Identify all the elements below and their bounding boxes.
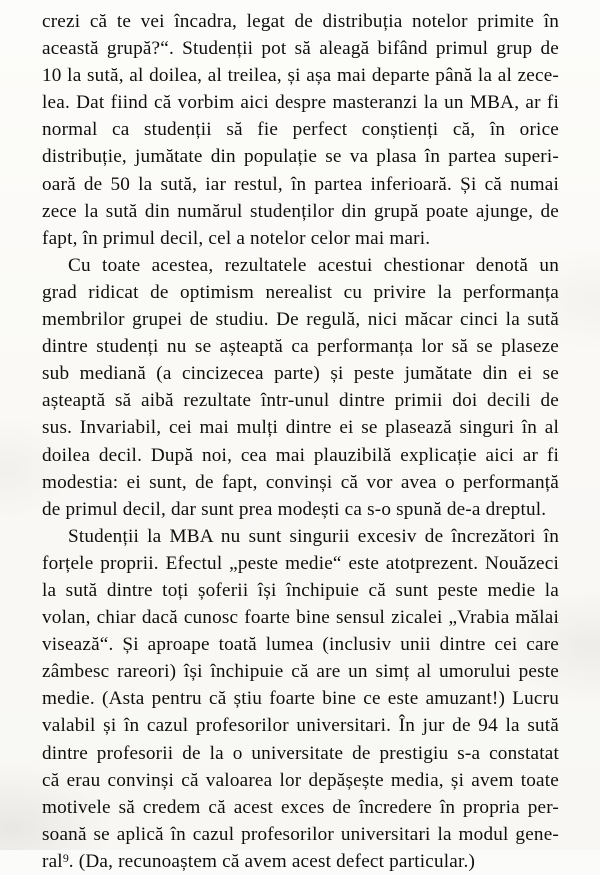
text-line: valabil și în cazul profesorilor universitari. În jur de 94 la sută	[42, 715, 559, 737]
text-line: că erau convinși că valoarea lor depășește media, și avem toate	[42, 769, 559, 791]
text-line: modestia: ei sunt, de fapt, convinși că vor avea o performanță	[42, 471, 559, 493]
text-line: distribuție, jumătate din populație se va plasa în partea superi-	[42, 146, 559, 168]
text-line: de primul decil, dar sunt prea modești ca s-o spună de-a dreptul.	[42, 498, 547, 520]
text-line: Studenții la MBA nu sunt singurii excesiv de încrezători în	[68, 525, 559, 547]
footnote-marker[interactable]: 9	[62, 850, 69, 865]
text-line: așteaptă să aibă rezultate într-unul dintre primii doi decili de	[42, 390, 559, 412]
page-text-body	[42, 8, 559, 875]
text-line: forțele proprii. Efectul „peste medie“ este atotprezent. Nouăzeci	[42, 552, 559, 574]
paragraph-2	[42, 252, 559, 523]
text-line: medie. (Asta pentru că știu foarte bine ce este amuzant!) Lucru	[42, 688, 559, 710]
text-line: fapt, în primul decil, cel a notelor celor mai mari.	[42, 227, 431, 249]
text-line-with-footnote	[42, 848, 559, 875]
text-line: dintre profesorii de la o universitate de prestigiu s-a constatat	[42, 742, 559, 764]
text-line: la sută dintre toți șoferii își închipuie că sunt peste medie la	[42, 579, 559, 601]
text-line: această grupă?“. Studenții pot să aleagă bifând primul grup de	[42, 38, 559, 60]
text-line: dintre studenți nu se așteaptă ca performanța lor să se plaseze	[42, 336, 559, 358]
text-line: crezi că te vei încadra, legat de distribuția notelor primite în	[42, 11, 559, 32]
text-line: zece la sută din numărul studenților din grupă poate ajunge, de	[42, 200, 559, 222]
text-line: Cu toate acestea, rezultatele acestui chestionar denotă un	[68, 254, 559, 276]
text-line: sus. Invariabil, cei mai mulți dintre ei se plasează singuri în al	[42, 417, 559, 439]
text-line: normal ca studenții să fie perfect conștienți că, în orice	[42, 119, 559, 141]
text-line: sub mediană (a cincizecea parte) și peste jumătate din ei se	[42, 363, 559, 385]
text-line: soană se aplică în cazul profesorilor universitari la modul gene-	[42, 823, 559, 845]
text-line: 10 la sută, al doilea, al treilea, și așa mai departe până la al zece-	[42, 65, 559, 87]
text-line: volan, chiar dacă cunosc foarte bine sensul zicalei „Vrabia mălai	[42, 607, 559, 629]
text-line: lea. Dat fiind că vorbim aici despre masteranzi la un MBA, ar fi	[42, 92, 559, 114]
text-line: doilea decil. După noi, cea mai plauzibilă explicație aici ar fi	[42, 444, 559, 466]
text-line: zâmbesc rareori) își închipuie că are un simț al umorului peste	[42, 661, 559, 683]
paragraph-1	[42, 8, 559, 252]
text-line: membrilor grupei de studiu. De regulă, nici măcar cinci la sută	[42, 309, 559, 331]
text-line: oară de 50 la sută, iar restul, în partea inferioară. Și că numai	[42, 173, 559, 195]
text-line-fragment: . (Da, recunoaștem că avem acest defect particular.)	[68, 850, 476, 872]
text-line: grad ridicat de optimism nerealist cu privire la performanța	[42, 281, 559, 303]
text-line-fragment: ral	[42, 850, 63, 872]
text-line: motivele să credem că acest exces de încredere în propria per-	[42, 796, 559, 818]
text-line: visează“. Și aproape toată lumea (inclusiv unii dintre cei care	[42, 634, 559, 656]
paragraph-3	[42, 523, 559, 875]
